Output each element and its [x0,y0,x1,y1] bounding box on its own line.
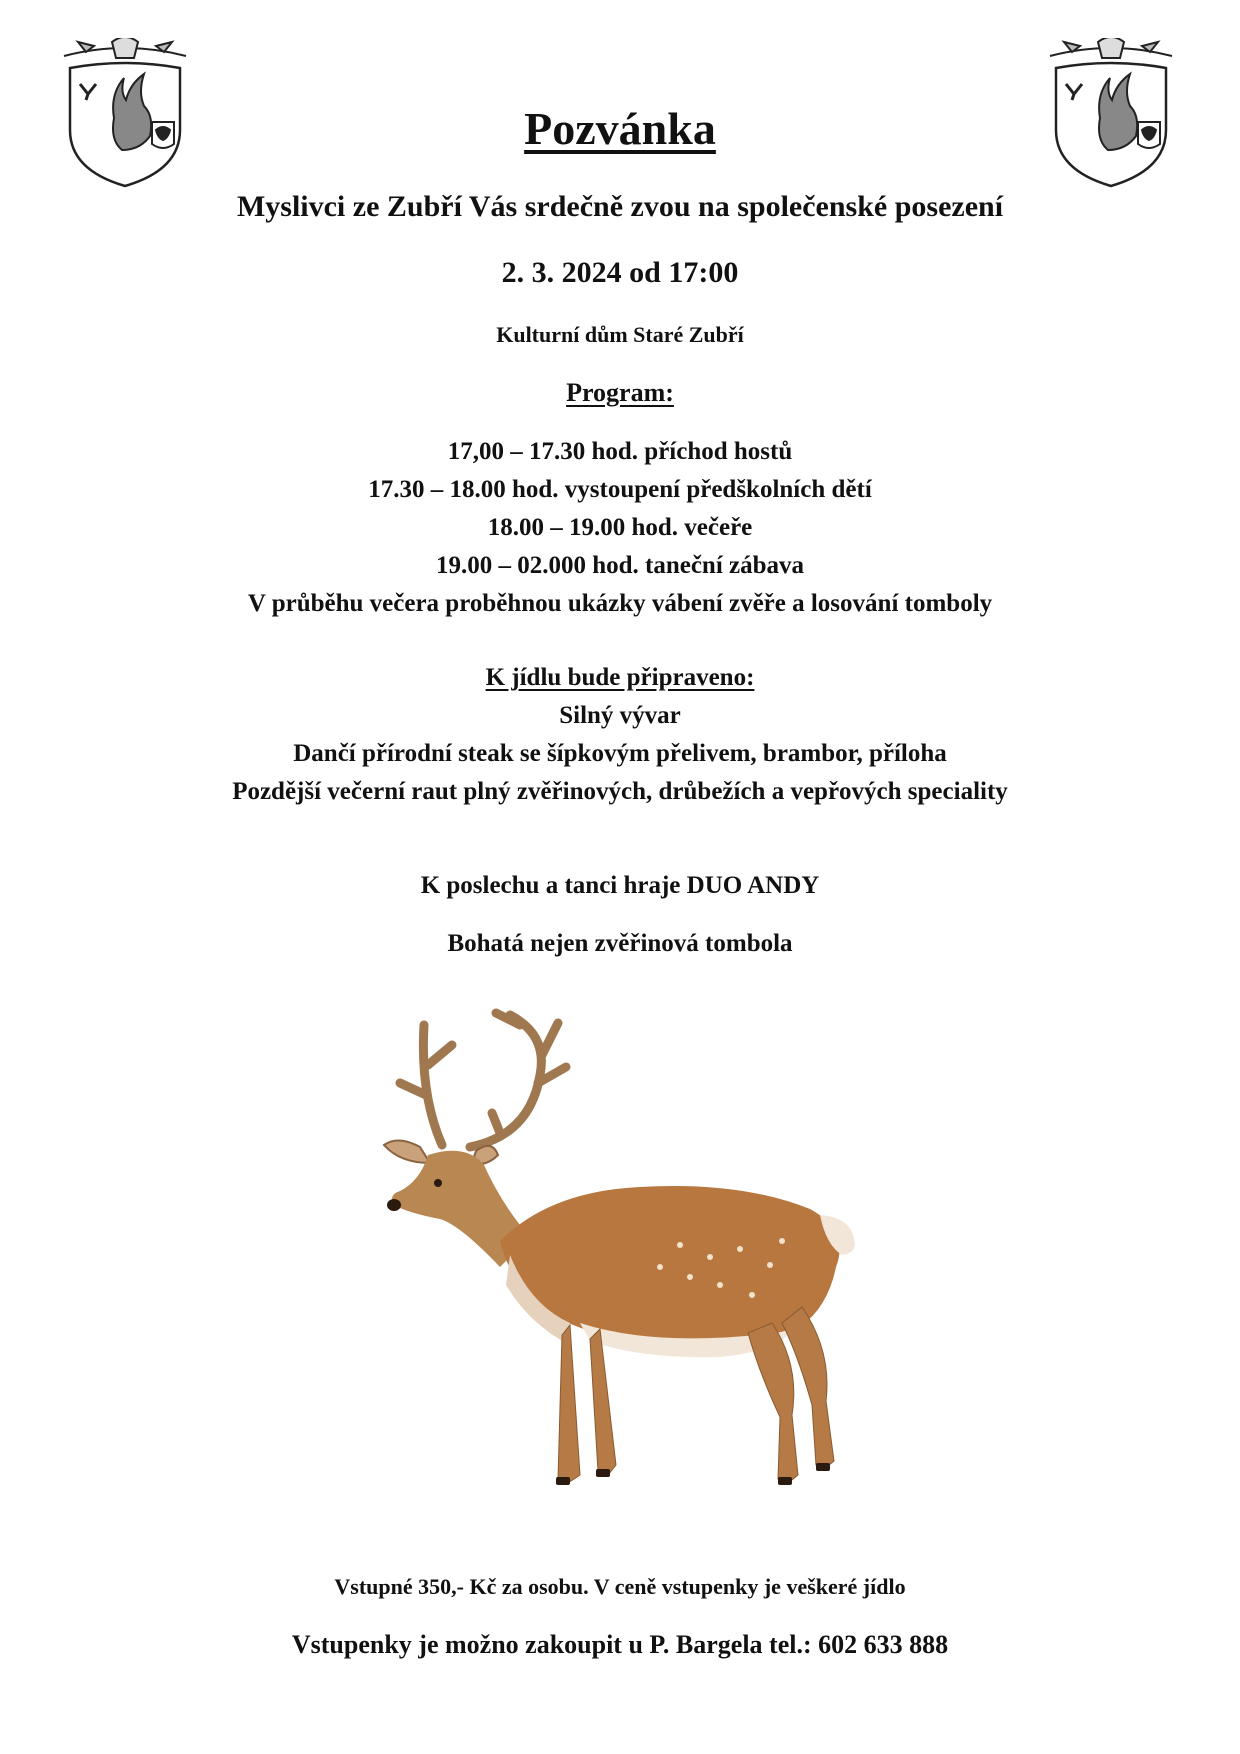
fallow-deer-illustration [380,1005,920,1525]
food-item: Silný vývar [559,702,681,729]
entry-fee: Vstupné 350,- Kč za osobu. V ceně vstupenky je veškeré jídlo [334,1574,906,1599]
page-title: Pozvánka [524,103,716,154]
invitation-subtitle: Myslivci ze Zubří Vás srdečně zvou na společenské posezení [236,190,1004,223]
event-date-time: 2. 3. 2024 od 17:00 [501,256,739,289]
program-item: 17.30 – 18.00 hod. vystoupení předškolních dětí [368,476,872,503]
program-item: 17,00 – 17.30 hod. příchod hostů [447,438,793,465]
ticket-info: Vstupenky je možno zakoupit u P. Bargela tel.: 602 633 888 [291,1630,949,1659]
program-item: 19.00 – 02.000 hod. taneční zábava [435,552,805,579]
event-venue: Kulturní dům Staré Zubří [496,322,744,347]
music-info: K poslechu a tanci hraje DUO ANDY [420,872,820,899]
tombola-info: Bohatá nejen zvěřinová tombola [447,930,793,957]
food-heading: K jídlu bude připraveno: [485,664,755,691]
program-heading: Program: [566,378,674,407]
program-item: 18.00 – 19.00 hod. večeře [487,514,753,541]
food-item: Dančí přírodní steak se šípkovým přelivem, brambor, příloha [293,740,947,767]
food-item: Pozdější večerní raut plný zvěřinových, drůbežích a vepřových speciality [232,778,1008,805]
program-note: V průběhu večera proběhnou ukázky vábení zvěře a losování tomboly [247,590,993,617]
